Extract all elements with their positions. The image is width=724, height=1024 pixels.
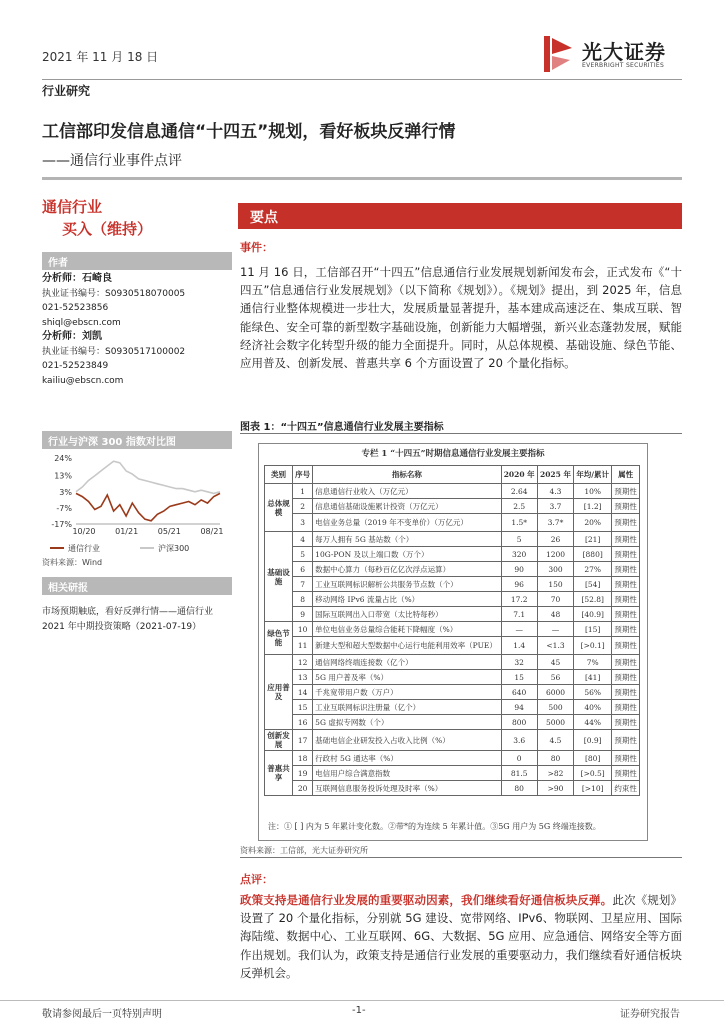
analyst2-email[interactable]: kailiu@ebscn.com [42, 375, 124, 386]
x-tick-label: 05/21 [157, 527, 181, 536]
title-divider [42, 177, 682, 180]
series-line [76, 493, 220, 520]
table-cell: — [501, 622, 537, 637]
table-cell: 17.2 [501, 592, 537, 607]
table-cell: 56 [537, 670, 573, 685]
table-cell: 20% [574, 514, 612, 532]
table-cell: 预期性 [612, 547, 640, 562]
chart-source: 资料来源：Wind [42, 558, 103, 567]
table-cell: 2.5 [501, 499, 537, 514]
table-cell: 300 [537, 562, 573, 577]
table-cell: 80 [501, 781, 537, 796]
y-tick-label: -17% [51, 520, 72, 529]
figure-divider [240, 433, 682, 434]
table-cell: [80] [574, 751, 612, 766]
table-header-cell: 2020 年 [501, 466, 537, 484]
table-cell: 7% [574, 655, 612, 670]
table-row [265, 577, 640, 592]
table-cell: [>0.5] [574, 766, 612, 781]
table-row [265, 685, 640, 700]
comment-label: 点评： [240, 873, 273, 886]
comment-paragraph [240, 891, 682, 982]
indicator-table [264, 465, 640, 796]
table-cell: 1.5* [501, 514, 537, 532]
table-cell: [>10] [574, 781, 612, 796]
analyst1-email[interactable]: shiql@ebscn.com [42, 317, 121, 328]
y-tick-label: -7% [56, 503, 72, 513]
table-cell: 1200 [537, 547, 573, 562]
table-row [265, 499, 640, 514]
table-cell: 预期性 [612, 592, 640, 607]
header-divider [42, 79, 682, 80]
table-cell: 10% [574, 484, 612, 499]
author-info [42, 272, 185, 388]
table-cell: 行政村 5G 通达率（%） [313, 751, 501, 766]
table-row [265, 751, 640, 766]
table-cell: 预期性 [612, 655, 640, 670]
table-cell: 45 [537, 655, 573, 670]
analyst1-cert: 执业证书编号：S0930518070005 [42, 288, 186, 299]
table-cell: 7 [293, 577, 313, 592]
table-cell: 16 [293, 715, 313, 730]
table-cell: 3.7* [537, 514, 573, 532]
table-cell: [>0.1] [574, 637, 612, 655]
event-paragraph: 11 月 16 日，工信部召开“十四五”信息通信行业发展规划新闻发布会，正式发布《“十四五”信息通信行业发展规划》（以下简称《规划》）。《规划》提出，到 2025 年，信息通信行业整体规模进一步壮大，发展质量显著提升，基本建成高速泛在、集成互联、智能绿色、安全可靠的新型数字基础设施，创新能力大幅增强，新兴业态蓬勃发展，赋能经济社会数字化转型升级的能力全面提升。同时，从总体规模、基础设施、绿色节能、应用普及、创新发展、普惠共享 6 个方面设置了 20 个量化指标。 [240, 265, 682, 371]
table-cell: 工业互联网标识注册量（亿个） [313, 700, 501, 715]
table-cell: [21] [574, 532, 612, 547]
related-report[interactable] [42, 605, 213, 634]
table-caption: 专栏 1 “十四五”时期信息通信行业发展主要指标 [361, 449, 545, 459]
table-row [265, 766, 640, 781]
table-cell: 6 [293, 562, 313, 577]
table-row [265, 514, 640, 532]
table-cell: [54] [574, 577, 612, 592]
table-cell: — [537, 622, 573, 637]
table-cell: [1.2] [574, 499, 612, 514]
y-tick-label: 3% [59, 487, 72, 497]
analyst2-cert: 执业证书编号：S0930517100002 [42, 346, 186, 357]
table-cell: 移动网络 IPv6 流量占比（%） [313, 592, 501, 607]
comment-text: 此次《规划》设置了 20 个量化指标，分别就 5G 建设、宽带网络、IPv6、物联网、卫星应用、国际海陆缆、数据中心、工业互联网、6G、大数据、5G 应用、应急通信、网络安全等方面作出规划。我们认为，政策支持是通信行业发展的重要驱动力，我们继续看好通信板块反弹机会。 [240, 893, 683, 980]
table-cell: 6000 [537, 685, 573, 700]
report-category: 行业研究 [42, 84, 91, 98]
performance-chart [42, 452, 232, 564]
table-cell: 1 [293, 484, 313, 499]
table-cell: <1.3 [537, 637, 573, 655]
footer-report-type: 证券研究报告 [620, 1009, 680, 1020]
table-cell: 约束性 [612, 781, 640, 796]
table-cell: 信息通信基础设施累计投资（万亿元） [313, 499, 501, 514]
related-header: 相关研报 [42, 577, 232, 595]
table-cell: 80 [537, 751, 573, 766]
table-cell: 4.5 [537, 730, 573, 751]
x-tick-label: 08/21 [200, 527, 224, 536]
table-cell: 48 [537, 607, 573, 622]
footer-divider [0, 1000, 724, 1001]
table-cell: 320 [501, 547, 537, 562]
table-cell: 通信网络终端连接数（亿个） [313, 655, 501, 670]
table-cell: [880] [574, 547, 612, 562]
table-cell: 500 [537, 700, 573, 715]
table-row [265, 781, 640, 796]
table-group-cell: 应用普及 [265, 655, 293, 730]
table-cell: 预期性 [612, 514, 640, 532]
chart-header: 行业与沪深 300 指数对比图 [42, 431, 232, 449]
table-cell: 基础电信企业研发投入占收入比例（%） [313, 730, 501, 751]
table-cell: 7.1 [501, 607, 537, 622]
rating-badge: 买入（维持） [62, 220, 153, 238]
analyst1-name: 分析师：石崎良 [42, 273, 112, 284]
report-date: 2021 年 11 月 18 日 [42, 50, 159, 64]
table-cell: 94 [501, 700, 537, 715]
table-header-cell: 指标名称 [313, 466, 501, 484]
table-cell: 12 [293, 655, 313, 670]
table-cell: 10G-PON 及以上端口数（万个） [313, 547, 501, 562]
table-cell: 3 [293, 514, 313, 532]
table-cell: 预期性 [612, 562, 640, 577]
table-cell: 9 [293, 607, 313, 622]
keypoint-header: 要点 [238, 203, 682, 229]
page-title: 工信部印发信息通信“十四五”规划，看好板块反弹行情 [42, 122, 456, 142]
brand-name-en: EVERBRIGHT SECURITIES [582, 62, 665, 69]
related-report-line2[interactable]: 2021 年中期投资策略（2021-07-19） [42, 621, 202, 632]
table-cell: [40.9] [574, 607, 612, 622]
table-cell: 预期性 [612, 637, 640, 655]
table-header-cell: 年均/累计 [574, 466, 612, 484]
table-cell: 3.7 [537, 499, 573, 514]
table-header-row [265, 466, 640, 484]
table-row [265, 607, 640, 622]
table-cell: 27% [574, 562, 612, 577]
y-tick-label: 24% [54, 454, 72, 463]
author-header: 作者 [42, 252, 232, 270]
y-tick-label: 13% [54, 471, 72, 481]
table-header-cell: 序号 [293, 466, 313, 484]
table-cell: 预期性 [612, 577, 640, 592]
table-row [265, 730, 640, 751]
table-cell: 81.5 [501, 766, 537, 781]
table-row [265, 592, 640, 607]
table-cell: [41] [574, 670, 612, 685]
table-cell: 40% [574, 700, 612, 715]
table-cell: 70 [537, 592, 573, 607]
table-cell: 15 [501, 670, 537, 685]
brand-logo-icon [540, 34, 576, 74]
related-report-line1[interactable]: 市场预期触底，看好反弹行情——通信行业 [42, 607, 214, 617]
table-row [265, 700, 640, 715]
table-cell: 32 [501, 655, 537, 670]
table-cell: 4 [293, 532, 313, 547]
table-group-cell: 创新发展 [265, 730, 293, 751]
table-row [265, 670, 640, 685]
table-cell: 预期性 [612, 607, 640, 622]
table-cell: 电信业务总量（2019 年不变单价）（万亿元） [313, 514, 501, 532]
legend-label: 通信行业 [68, 544, 100, 553]
table-cell: 国际互联网出入口带宽（太比特每秒） [313, 607, 501, 622]
table-cell: 11 [293, 637, 313, 655]
table-cell: 新建大型和超大型数据中心运行电能利用效率（PUE） [313, 637, 501, 655]
table-cell: 18 [293, 751, 313, 766]
table-cell: 150 [537, 577, 573, 592]
table-cell: 预期性 [612, 730, 640, 751]
table-header-cell: 属性 [612, 466, 640, 484]
table-note: 注：① [ ] 内为 5 年累计变化数。②带*的为连续 5 年累计值。③5G 用户为 5G 终端连接数。 [268, 822, 601, 831]
table-row [265, 622, 640, 637]
table-cell: 14 [293, 685, 313, 700]
table-cell: 预期性 [612, 685, 640, 700]
table-cell: 工业互联网标识解析公共服务节点数（个） [313, 577, 501, 592]
comment-highlight: 政策支持是通信行业发展的重要驱动因素，我们继续看好通信板块反弹。 [240, 893, 613, 907]
figure-source: 资料来源：工信部，光大证券研究所 [240, 846, 368, 855]
table-group-cell: 绿色节能 [265, 622, 293, 655]
x-tick-label: 10/20 [72, 527, 96, 536]
event-label: 事件： [240, 241, 273, 254]
table-cell: 640 [501, 685, 537, 700]
table-cell: 互联网信息服务投诉处理及时率（%） [313, 781, 501, 796]
footer-disclaimer[interactable]: 敬请参阅最后一页特别声明 [42, 1009, 162, 1020]
table-cell: 56% [574, 685, 612, 700]
table-row [265, 532, 640, 547]
table-cell: 预期性 [612, 751, 640, 766]
table-cell: 4.3 [537, 484, 573, 499]
table-cell: 千兆宽带用户数（万户） [313, 685, 501, 700]
table-cell: 电信用户综合满意指数 [313, 766, 501, 781]
table-cell: 每万人拥有 5G 基站数（个） [313, 532, 501, 547]
table-cell: 5000 [537, 715, 573, 730]
table-cell: 20 [293, 781, 313, 796]
x-tick-label: 01/21 [115, 527, 139, 536]
table-cell: 800 [501, 715, 537, 730]
analyst1-phone: 021-52523856 [42, 303, 109, 313]
table-cell: 预期性 [612, 499, 640, 514]
table-cell: 预期性 [612, 622, 640, 637]
legend-label: 沪深300 [158, 544, 190, 553]
industry-name: 通信行业 [42, 198, 103, 216]
table-cell: >82 [537, 766, 573, 781]
table-cell: 预期性 [612, 766, 640, 781]
table-cell: 5 [501, 532, 537, 547]
table-cell: 预期性 [612, 670, 640, 685]
table-cell: 96 [501, 577, 537, 592]
table-cell: 44% [574, 715, 612, 730]
table-cell: 单位电信业务总量综合能耗下降幅度（%） [313, 622, 501, 637]
table-cell: [0.9] [574, 730, 612, 751]
table-cell: 5G 用户普及率（%） [313, 670, 501, 685]
table-header-cell: 2025 年 [537, 466, 573, 484]
table-cell: 15 [293, 700, 313, 715]
table-cell: [15] [574, 622, 612, 637]
table-cell: 10 [293, 622, 313, 637]
brand-name: 光大证券 [582, 40, 666, 64]
table-cell: >90 [537, 781, 573, 796]
figure-bottom-divider [240, 857, 682, 858]
table-cell: 3.6 [501, 730, 537, 751]
table-cell: 26 [537, 532, 573, 547]
table-row [265, 637, 640, 655]
analyst2-name: 分析师：刘凯 [42, 331, 102, 342]
table-cell: 13 [293, 670, 313, 685]
page-number: -1- [352, 1005, 366, 1016]
series-line [76, 461, 220, 493]
analyst2-phone: 021-52523849 [42, 361, 109, 371]
table-row [265, 655, 640, 670]
table-cell: 预期性 [612, 484, 640, 499]
figure-title: 图表 1：“十四五”信息通信行业发展主要指标 [240, 422, 444, 433]
table-group-cell: 总体规模 [265, 484, 293, 532]
table-cell: 5 [293, 547, 313, 562]
table-cell: 90 [501, 562, 537, 577]
table-group-cell: 基础设施 [265, 532, 293, 622]
page-subtitle: ——通信行业事件点评 [42, 153, 182, 169]
table-header-cell: 类别 [265, 466, 293, 484]
table-cell: 预期性 [612, 715, 640, 730]
table-group-cell: 普惠共享 [265, 751, 293, 796]
table-cell: [52.8] [574, 592, 612, 607]
table-cell: 数据中心算力（每秒百亿亿次浮点运算） [313, 562, 501, 577]
table-cell: 0 [501, 751, 537, 766]
table-cell: 信息通信行业收入（万亿元） [313, 484, 501, 499]
table-cell: 8 [293, 592, 313, 607]
table-cell: 17 [293, 730, 313, 751]
table-row [265, 547, 640, 562]
table-cell: 预期性 [612, 700, 640, 715]
table-cell: 19 [293, 766, 313, 781]
table-row [265, 484, 640, 499]
table-row [265, 715, 640, 730]
table-cell: 2 [293, 499, 313, 514]
table-cell: 1.4 [501, 637, 537, 655]
table-cell: 预期性 [612, 532, 640, 547]
table-cell: 2.64 [501, 484, 537, 499]
table-cell: 5G 虚拟专网数（个） [313, 715, 501, 730]
table-row [265, 562, 640, 577]
